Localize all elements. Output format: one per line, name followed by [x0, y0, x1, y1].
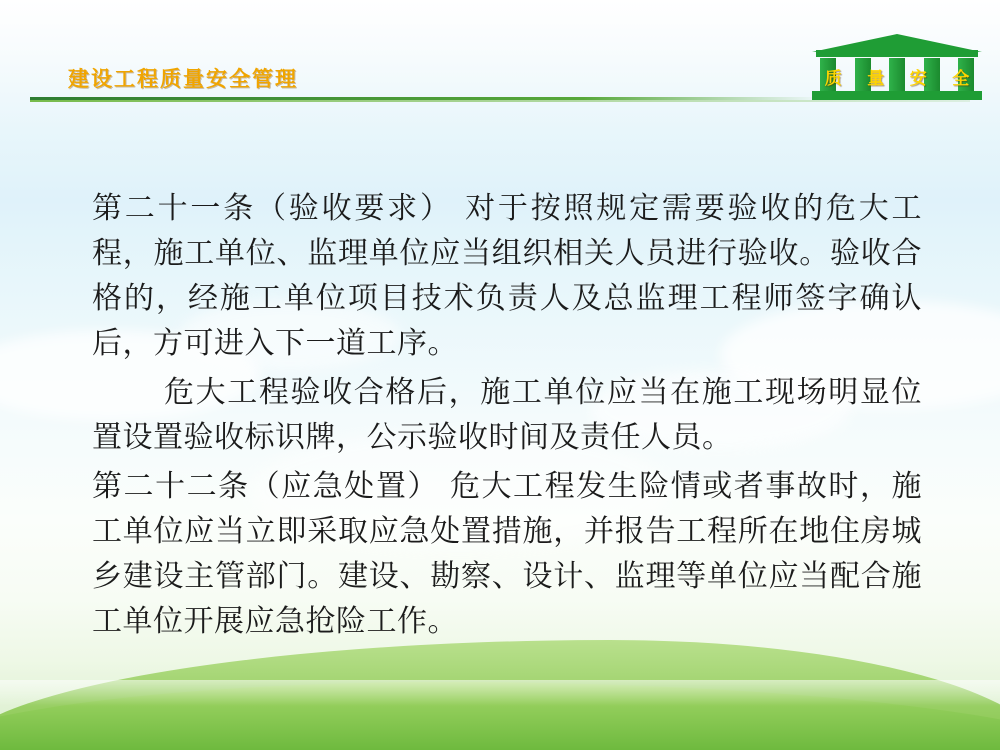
paragraph-article-21-note: 危大工程验收合格后，施工单位应当在施工现场明显位置设置验收标识牌，公示验收时间及责任人员。 [92, 375, 922, 455]
page-title: 建设工程质量安全管理 [68, 67, 298, 91]
logo-base-icon [812, 91, 982, 100]
header-divider-secondary [30, 100, 970, 102]
paragraph-article-22: 第二十二条（应急处置） 危大工程发生险情或者事故时，施工单位应当立即采取应急处置措施，并报告工程所在地住房城乡建设主管部门。建设、勘察、设计、监理等单位应当配合施工单位开展应急抢险工作。 [92, 469, 922, 639]
logo-char-1: 质 [824, 69, 842, 89]
logo-text [812, 64, 982, 89]
slide-header [0, 0, 1000, 104]
slide-body [92, 186, 922, 648]
hill-highlight-decoration [0, 680, 1000, 706]
logo-char-4: 全 [952, 69, 970, 89]
logo-architrave-icon [816, 50, 978, 57]
logo-char-2: 量 [867, 69, 885, 89]
institute-logo [812, 34, 982, 100]
paragraph-article-21: 第二十一条（验收要求） 对于按照规定需要验收的危大工程，施工单位、监理单位应当组织相关人员进行验收。验收合格的，经施工单位项目技术负责人及总监理工程师签字确认后，方可进入下一道工序。 [92, 191, 922, 361]
logo-char-3: 安 [909, 69, 927, 89]
